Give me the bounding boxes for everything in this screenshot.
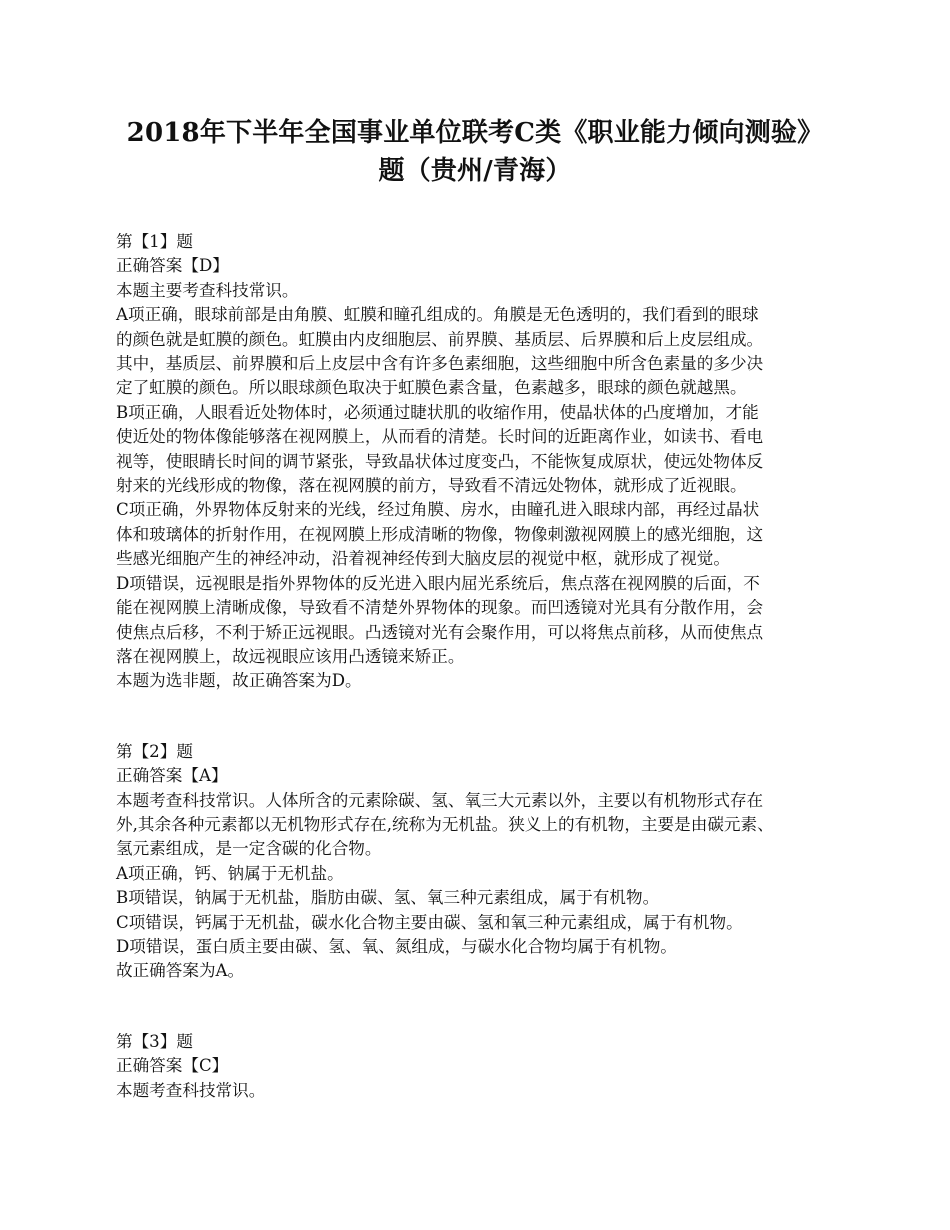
explanation-line: 使焦点后移，不利于矫正远视眼。凸透镜对光有会聚作用，可以将焦点前移，从而使焦点 [116,622,764,642]
question-heading: 第【1】题 [116,232,193,251]
explanation-line: B项正确，人眼看近处物体时，必须通过睫状肌的收缩作用，使晶状体的凸度增加，才能 [116,402,759,422]
explanation-line: 能在视网膜上清晰成像，导致看不清楚外界物体的现象。而凹透镜对光具有分散作用，会 [116,598,764,618]
question-2 [116,740,858,984]
explanation-line: 本题主要考查科技常识。 [116,280,299,300]
explanation-line: 外,其余各种元素都以无机物形式存在,统称为无机盐。狭义上的有机物，主要是由碳元素、 [116,814,774,834]
explanation-line: 的颜色就是虹膜的颜色。虹膜由内皮细胞层、前界膜、基质层、后界膜和后上皮层组成。 [116,329,764,349]
explanation-line: 定了虹膜的颜色。所以眼球颜色取决于虹膜色素含量，色素越多，眼球的颜色就越黑。 [116,378,747,398]
question-3 [116,1030,858,1103]
title-line-1: 2018年下半年全国事业单位联考C类《职业能力倾向测验》 [126,118,824,148]
correct-answer: 正确答案【A】 [116,766,228,786]
explanation-line: C项正确，外界物体反射来的光线，经过角膜、房水，由瞳孔进入眼球内部，再经过晶状 [116,500,760,520]
explanation-line: 其中，基质层、前界膜和后上皮层中含有许多色素细胞，这些细胞中所含色素量的多少决 [116,354,764,374]
document-body [116,230,858,1103]
explanation-line: D项错误，远视眼是指外界物体的反光进入眼内屈光系统后，焦点落在视网膜的后面，不 [116,573,760,593]
explanation-line: 故正确答案为A。 [116,961,245,981]
explanation-line: C项错误，钙属于无机盐，碳水化合物主要由碳、氢和氧三种元素组成，属于有机物。 [116,912,743,932]
correct-answer: 正确答案【D】 [116,256,229,276]
title-line-2: 题（贵州/青海） [378,156,572,186]
explanation-line: 射来的光线形成的物像，落在视网膜的前方，导致看不清远处物体，就形成了近视眼。 [116,476,747,496]
explanation-line: A项正确，钙、钠属于无机盐。 [116,863,344,883]
question-heading: 第【2】题 [116,741,193,761]
document-title [90,114,860,190]
explanation-line: 本题考查科技常识。人体所含的元素除碳、氢、氧三大元素以外，主要以有机物形式存在 [116,790,764,810]
explanation-line: 体和玻璃体的折射作用，在视网膜上形成清晰的物像，物像刺激视网膜上的感光细胞，这 [116,524,764,544]
explanation-line: A项正确，眼球前部是由角膜、虹膜和瞳孔组成的。角膜是无色透明的，我们看到的眼球 [116,305,759,325]
question-heading: 第【3】题 [116,1031,193,1051]
explanation-line: 视等，使眼睛长时间的调节紧张，导致晶状体过度变凸，不能恢复成原状，使远处物体反 [116,451,764,471]
explanation-line: D项错误，蛋白质主要由碳、氢、氧、氮组成，与碳水化合物均属于有机物。 [116,936,677,956]
explanation-line: 本题为选非题，故正确答案为D。 [116,671,362,691]
question-1 [116,230,858,694]
explanation-line: B项错误，钠属于无机盐，脂肪由碳、氢、氧三种元素组成，属于有机物。 [116,888,660,908]
explanation-line: 落在视网膜上，故远视眼应该用凸透镜来矫正。 [116,646,465,666]
explanation-line: 氢元素组成，是一定含碳的化合物。 [116,839,382,859]
correct-answer: 正确答案【C】 [116,1056,229,1076]
explanation-line: 些感光细胞产生的神经冲动，沿着视神经传到大脑皮层的视觉中枢，就形成了视觉。 [116,549,730,569]
explanation-line: 本题考查科技常识。 [116,1080,266,1100]
explanation-line: 使近处的物体像能够落在视网膜上，从而看的清楚。长时间的近距离作业，如读书、看电 [116,427,764,447]
